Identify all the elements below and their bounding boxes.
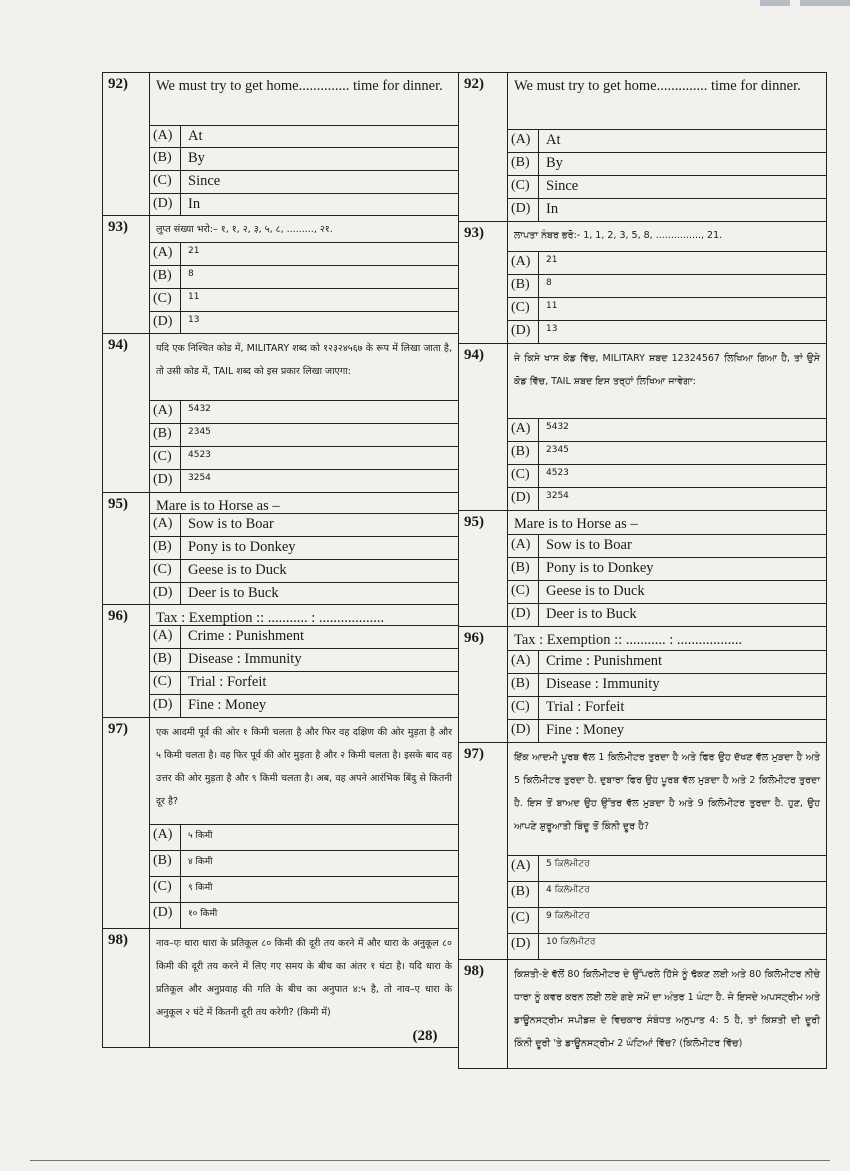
option-label: (D)	[150, 583, 181, 604]
question-text: नाव–एः धारा धारा के प्रतिकूल ८० किमी की दूरी तय करने में और धारा के अनुकूल ८० किमी की दूरी तय करने में लिए गए समय के बीच का अंतर १ घंटा है। यदि धारा के प्रतिकूल और अनुप्रवाह की गति के बीच का अनुपात ४:५ है, तो नाव–ए धारा के अनुकूल २ घंटे में कितनी दूरी तय करेगी? (किमी में)	[156, 938, 452, 1018]
question-body	[150, 334, 458, 492]
question-92	[103, 73, 458, 216]
question-text: ਲਾਪਤਾ ਨੰਬਰ ਭਰੋ:- 1, 1, 2, 3, 5, 8, ..............., 21.	[514, 230, 723, 241]
question-number: 93)	[458, 222, 508, 343]
option-label: (A)	[508, 252, 539, 274]
option-text: 9 ਕਿਲੋਮੀਟਰ	[546, 911, 590, 921]
option-label: (D)	[508, 321, 539, 343]
answer-option	[508, 534, 826, 557]
option-text: Trial : Forfeit	[546, 699, 625, 715]
option-text: 21	[188, 246, 200, 256]
option-text: 5 ਕਿਲੋਮੀਟਰ	[546, 859, 590, 869]
option-text: 8	[546, 278, 552, 288]
question-93	[103, 216, 458, 334]
question-body	[508, 743, 826, 959]
option-text: 21	[546, 255, 558, 265]
option-label: (B)	[150, 424, 181, 446]
question-body	[508, 511, 826, 626]
question-number: 95)	[103, 493, 150, 604]
answer-option	[150, 147, 458, 170]
option-label: (B)	[150, 148, 181, 170]
question-text: We must try to get home.............. time for dinner.	[514, 78, 801, 94]
answer-options	[508, 534, 826, 626]
right-column-questions	[458, 72, 827, 1069]
option-text: Disease : Immunity	[546, 676, 660, 692]
option-text: 2345	[188, 427, 211, 437]
option-label: (A)	[150, 514, 181, 536]
option-text: 3254	[188, 473, 211, 483]
option-text: At	[188, 128, 203, 144]
option-text: In	[546, 201, 559, 217]
question-number: 97)	[103, 718, 150, 928]
question-97	[458, 743, 826, 960]
question-96	[103, 605, 458, 718]
answer-option	[150, 423, 458, 446]
answer-option	[150, 582, 458, 604]
answer-option	[508, 418, 826, 441]
answer-option	[508, 673, 826, 696]
option-text: 11	[188, 292, 200, 302]
option-label: (A)	[508, 535, 539, 557]
option-label: (C)	[508, 176, 539, 198]
option-label: (D)	[508, 720, 539, 742]
option-label: (C)	[508, 465, 539, 487]
option-label: (B)	[150, 266, 181, 288]
scan-edge-mark	[800, 0, 850, 6]
question-body	[508, 73, 826, 221]
option-label: (D)	[150, 903, 181, 928]
answer-options	[508, 650, 826, 742]
option-text: 11	[546, 301, 558, 311]
answer-option	[508, 933, 826, 959]
option-text: At	[546, 132, 561, 148]
option-label: (B)	[508, 275, 539, 297]
option-text: 13	[188, 315, 200, 325]
answer-options	[508, 251, 826, 343]
answer-option	[150, 469, 458, 492]
answer-options	[150, 625, 458, 717]
answer-option	[508, 580, 826, 603]
option-label: (C)	[508, 697, 539, 719]
option-label: (C)	[508, 908, 539, 933]
option-text: Since	[188, 173, 221, 189]
question-text: ਜੇ ਕਿਸੇ ਖਾਸ ਕੋਡ ਵਿੱਚ, MILITARY ਸ਼ਬਦ 12324567 ਲਿਖਿਆ ਗਿਆ ਹੈ, ਤਾਂ ਉਸੇ ਕੋਡ ਵਿੱਚ, TAIL ਸ਼ਬਦ ਇਸ ਤਰ੍ਹਾਂ ਲਿਖਿਆ ਜਾਵੇਗਾ:	[514, 353, 820, 387]
option-text: 4523	[546, 468, 569, 478]
option-text: Crime : Punishment	[188, 628, 304, 644]
question-body	[508, 960, 826, 1068]
option-label: (C)	[150, 560, 181, 582]
question-number: 96)	[458, 627, 508, 742]
option-label: (D)	[508, 488, 539, 510]
option-label: (D)	[508, 604, 539, 626]
option-label: (C)	[150, 289, 181, 311]
question-number: 98)	[103, 929, 150, 1047]
question-text: Tax : Exemption :: ........... : ..................	[514, 632, 743, 648]
option-text: Sow is to Boar	[188, 516, 274, 532]
option-label: (A)	[508, 651, 539, 673]
answer-option	[508, 198, 826, 221]
answer-option	[508, 696, 826, 719]
question-text: ਕਿਸ਼ਤੀ-ਏ ਵੱਲੋਂ 80 ਕਿਲੋਮੀਟਰ ਦੇ ਉੱਪਰਲੇ ਹਿੱਸੇ ਨੂੰ ਢੱਕਣ ਲਈ ਅਤੇ 80 ਕਿਲੋਮੀਟਰ ਨੀਚੇ ਧਾਰਾ ਨੂੰ ਕਵਰ ਕਰਨ ਲਈ ਲਏ ਗਏ ਸਮੇਂ ਦਾ ਅੰਤਰ 1 ਘੰਟਾ ਹੈ. ਜੇ ਇਸਦੇ ਅਪਸਟ੍ਰੀਮ ਅਤੇ ਡਾਊਨਸਟ੍ਰੀਮ ਸਪੀਡਜ਼ ਦੇ ਵਿਚਕਾਰ ਸੰਬੰਧਤ ਅਨੁਪਾਤ 4: 5 ਹੈ, ਤਾਂ ਕਿਸ਼ਤੀ ਦੀ ਦੂਰੀ ਕਿੰਨੀ ਦੂਰੀ 'ਤੇ ਡਾਊਨਸਟ੍ਰੀਮ 2 ਘੰਟਿਆਂ ਵਿੱਚ? (ਕਿਲੋਮੀਟਰ ਵਿੱਚ)	[514, 969, 820, 1049]
question-96	[458, 627, 826, 743]
option-text: Fine : Money	[188, 697, 267, 713]
option-text: 4 ਕਿਲੋਮੀਟਰ	[546, 885, 590, 895]
option-text: Crime : Punishment	[546, 653, 662, 669]
answer-option	[508, 603, 826, 626]
answer-option	[150, 824, 458, 850]
option-text: ४ किमी	[188, 857, 213, 867]
question-text: Tax : Exemption :: ........... : ..................	[156, 610, 385, 625]
question-text: Mare is to Horse as –	[156, 498, 280, 513]
option-text: 4523	[188, 450, 211, 460]
option-text: By	[546, 155, 563, 171]
question-number: 94)	[458, 344, 508, 510]
answer-options	[508, 129, 826, 221]
answer-option	[150, 265, 458, 288]
question-text: एक आदमी पूर्व की ओर १ किमी चलता है और फिर वह दक्षिण की ओर मुड़ता है और ५ किमी चलता है। वह फिर पूर्व की ओर मुड़ता है और २ किमी चलता है। इसके बाद वह उत्तर की ओर मुड़ता है और ९ किमी चलता है। अब, वह अपने आरंभिक बिंदु से कितनी दूर है?	[156, 727, 452, 807]
option-text: ५ किमी	[188, 831, 213, 841]
question-body	[508, 222, 826, 343]
option-text: Since	[546, 178, 579, 194]
question-text: ਇੱਕ ਆਦਮੀ ਪੂਰਬ ਵੱਲ 1 ਕਿਲੋਮੀਟਰ ਤੁਰਦਾ ਹੈ ਅਤੇ ਫਿਰ ਉਹ ਦੱਖਣ ਵੱਲ ਮੁੜਦਾ ਹੈ ਅਤੇ 5 ਕਿਲੋਮੀਟਰ ਤੁਰਦਾ ਹੈ. ਦੁਬਾਰਾ ਫਿਰ ਉਹ ਪੂਰਬ ਵੱਲ ਮੁੜਦਾ ਹੈ ਅਤੇ 2 ਕਿਲੋਮੀਟਰ ਤੁਰਦਾ ਹੈ. ਇਸ ਤੋਂ ਬਾਅਦ ਉਹ ਉੱਤਰ ਵੱਲ ਮੁੜਦਾ ਹੈ ਅਤੇ 9 ਕਿਲੋਮੀਟਰ ਤੁਰਦਾ ਹੈ. ਹੁਣ, ਉਹ ਆਪਣੇ ਸ਼ੁਰੂਆਤੀ ਬਿੰਦੂ ਤੋਂ ਕਿੰਨੀ ਦੂਰ ਹੈ?	[514, 752, 820, 832]
question-number: 92)	[458, 73, 508, 221]
option-label: (B)	[508, 442, 539, 464]
answer-option	[150, 125, 458, 147]
answer-option	[150, 400, 458, 423]
answer-option	[508, 650, 826, 673]
answer-option	[508, 152, 826, 175]
option-text: Sow is to Boar	[546, 537, 632, 553]
answer-option	[150, 288, 458, 311]
option-label: (B)	[508, 674, 539, 696]
option-text: Fine : Money	[546, 722, 625, 738]
option-label: (D)	[508, 934, 539, 959]
option-label: (C)	[150, 447, 181, 469]
answer-option	[508, 907, 826, 933]
option-text: 2345	[546, 445, 569, 455]
question-body	[150, 718, 458, 928]
question-body	[150, 73, 458, 215]
answer-option	[150, 671, 458, 694]
option-label: (C)	[150, 877, 181, 902]
answer-option	[150, 902, 458, 928]
option-label: (A)	[150, 825, 181, 850]
answer-option	[508, 320, 826, 343]
scan-edge-mark	[760, 0, 790, 6]
option-label: (B)	[150, 851, 181, 876]
option-text: Pony is to Donkey	[546, 560, 654, 576]
answer-options	[150, 513, 458, 604]
answer-option	[508, 297, 826, 320]
option-label: (D)	[508, 199, 539, 221]
answer-option	[508, 129, 826, 152]
option-text: Geese is to Duck	[188, 562, 287, 578]
answer-options	[150, 824, 458, 928]
answer-options	[150, 400, 458, 492]
question-body	[150, 605, 458, 717]
option-label: (D)	[150, 194, 181, 215]
question-number: 94)	[103, 334, 150, 492]
answer-option	[508, 464, 826, 487]
option-label: (C)	[150, 171, 181, 193]
answer-option	[150, 625, 458, 648]
answer-option	[150, 694, 458, 717]
option-label: (B)	[508, 558, 539, 580]
option-label: (D)	[150, 695, 181, 717]
option-label: (A)	[508, 419, 539, 441]
answer-option	[150, 850, 458, 876]
option-text: 8	[188, 269, 194, 279]
question-body	[150, 216, 458, 333]
option-label: (A)	[508, 856, 539, 881]
answer-option	[508, 274, 826, 297]
question-95	[103, 493, 458, 605]
option-label: (D)	[150, 470, 181, 492]
question-95	[458, 511, 826, 627]
option-text: Trial : Forfeit	[188, 674, 267, 690]
question-number: 92)	[103, 73, 150, 215]
answer-option	[150, 311, 458, 333]
option-label: (B)	[150, 649, 181, 671]
question-text: We must try to get home.............. time for dinner.	[156, 78, 443, 94]
answer-option	[150, 446, 458, 469]
answer-option	[150, 536, 458, 559]
option-text: 3254	[546, 491, 569, 501]
option-text: In	[188, 196, 201, 212]
option-text: Deer is to Buck	[188, 585, 279, 601]
question-body	[150, 493, 458, 604]
option-text: By	[188, 150, 205, 166]
question-97	[103, 718, 458, 929]
option-label: (C)	[508, 298, 539, 320]
page-number: (28)	[412, 1028, 438, 1044]
option-label: (A)	[150, 626, 181, 648]
answer-option	[508, 855, 826, 881]
question-number: 95)	[458, 511, 508, 626]
answer-option	[508, 441, 826, 464]
option-text: 5432	[188, 404, 211, 414]
answer-option	[508, 557, 826, 580]
question-body	[508, 627, 826, 742]
option-text: 13	[546, 324, 558, 334]
question-text: यदि एक निश्चित कोड में, MILITARY शब्द को १२३२४५६७ के रूप में लिखा जाता है, तो उसी कोड में, TAIL शब्द को इस प्रकार लिखा जाएगा:	[156, 343, 452, 377]
answer-option	[150, 559, 458, 582]
question-body	[508, 344, 826, 510]
answer-option	[508, 175, 826, 198]
option-label: (B)	[508, 153, 539, 175]
answer-option	[150, 648, 458, 671]
answer-options	[150, 242, 458, 333]
answer-option	[150, 193, 458, 215]
answer-option	[508, 719, 826, 742]
option-text: Pony is to Donkey	[188, 539, 296, 555]
question-94	[458, 344, 826, 511]
answer-options	[150, 125, 458, 215]
option-label: (B)	[508, 882, 539, 907]
option-text: Disease : Immunity	[188, 651, 302, 667]
option-label: (B)	[150, 537, 181, 559]
option-text: Deer is to Buck	[546, 606, 637, 622]
option-text: १० किमी	[188, 909, 218, 919]
answer-option	[150, 876, 458, 902]
option-label: (A)	[150, 401, 181, 423]
question-98	[458, 960, 826, 1069]
option-label: (A)	[508, 130, 539, 152]
question-text: लुप्त संख्या भरो:– १, १, २, ३, ५, ८, ........., २१.	[156, 224, 333, 235]
left-column-questions	[102, 72, 458, 1048]
answer-option	[150, 170, 458, 193]
option-text: 5432	[546, 422, 569, 432]
answer-option	[150, 242, 458, 265]
question-94	[103, 334, 458, 493]
question-number: 97)	[458, 743, 508, 959]
answer-options	[508, 418, 826, 510]
answer-option	[508, 251, 826, 274]
page-bottom-divider	[30, 1160, 830, 1161]
question-number: 93)	[103, 216, 150, 333]
option-label: (C)	[150, 672, 181, 694]
question-number: 98)	[458, 960, 508, 1068]
answer-option	[150, 513, 458, 536]
answer-option	[508, 881, 826, 907]
answer-options	[508, 855, 826, 959]
option-text: 10 ਕਿਲੋਮੀਟਰ	[546, 937, 596, 947]
question-text: Mare is to Horse as –	[514, 516, 638, 532]
question-93	[458, 222, 826, 344]
question-92	[458, 73, 826, 222]
question-number: 96)	[103, 605, 150, 717]
option-label: (A)	[150, 126, 181, 147]
option-label: (C)	[508, 581, 539, 603]
answer-option	[508, 487, 826, 510]
option-label: (A)	[150, 243, 181, 265]
option-label: (D)	[150, 312, 181, 333]
option-text: ९ किमी	[188, 883, 213, 893]
option-text: Geese is to Duck	[546, 583, 645, 599]
